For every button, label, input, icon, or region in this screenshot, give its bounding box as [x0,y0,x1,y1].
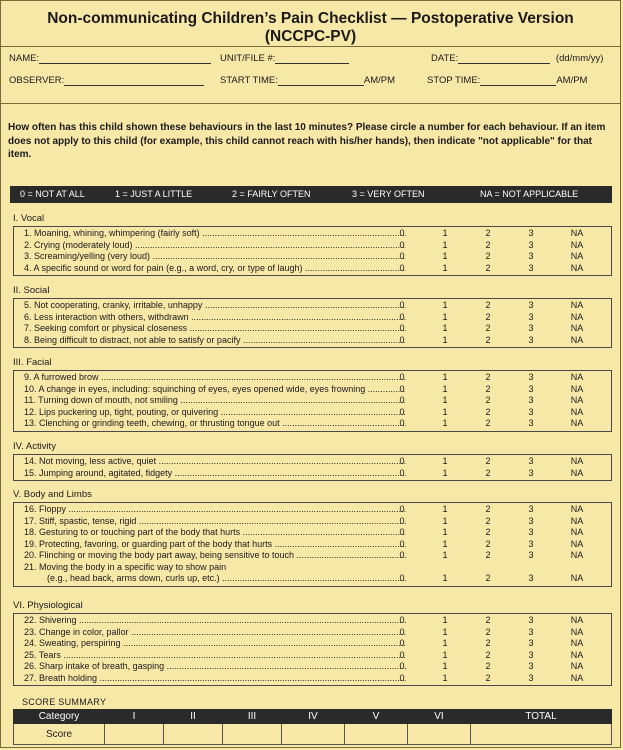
checklist-item [14,372,611,384]
section-box [13,613,612,686]
checklist-item [14,323,611,335]
score-option-2[interactable]: 2 [485,504,491,514]
score-cell-i[interactable] [105,724,164,745]
score-option-3[interactable]: 3 [528,638,534,648]
stop-ampm: AM/PM [556,75,588,86]
start-time-label: START TIME: [220,75,278,86]
score-option-3[interactable]: 3 [528,323,534,333]
score-option-2[interactable]: 2 [485,661,491,671]
section-box [13,298,612,348]
score-option-0[interactable]: 0 [399,395,405,405]
score-option-1[interactable]: 1 [442,638,448,648]
score-option-2[interactable]: 2 [485,372,491,382]
score-option-0[interactable]: 0 [399,661,405,671]
score-option-1[interactable]: 1 [442,626,448,637]
score-option-1[interactable]: 1 [442,615,448,625]
patient-info-form [1,47,620,104]
score-option-2[interactable]: 2 [485,228,491,238]
score-option-1[interactable]: 1 [442,515,448,526]
section-box [13,502,612,587]
score-option-3[interactable]: 3 [528,262,534,273]
item-label: 21. Moving the body in a specific way to show pain [24,561,227,572]
checklist-item [14,240,611,252]
legend-na: NA = NOT APPLICABLE [480,189,579,199]
score-option-1[interactable]: 1 [442,262,448,273]
date-input-line[interactable] [458,53,550,64]
score-option-1[interactable]: 1 [442,467,448,478]
item-label: 7. Seeking comfort or physical closeness ..... [24,323,406,335]
stop-time-input-line[interactable] [480,75,556,86]
checklist-item [14,335,611,347]
score-option-1[interactable]: 1 [442,311,448,322]
score-option-2[interactable]: 2 [485,649,491,660]
score-option-3[interactable]: 3 [528,467,534,478]
start-time-field[interactable] [220,75,395,86]
score-option-na[interactable]: NA [570,383,584,394]
summary-header-row [14,710,612,724]
score-summary-table [13,709,612,745]
score-option-na[interactable]: NA [570,504,584,514]
score-option-0[interactable]: 0 [399,626,405,637]
title-line-2: (NCCPC-PV) [264,28,357,45]
score-option-2[interactable]: 2 [485,515,491,526]
score-option-na[interactable]: NA [570,515,584,526]
score-option-0[interactable]: 0 [399,550,405,560]
item-label: 10. A change in eyes, including: squinching of eyes, eyes opened wide, eyes frowning ..... [24,384,406,396]
checklist-item [14,395,611,407]
score-option-1[interactable]: 1 [442,251,448,261]
item-label: 26. Sharp intake of breath, gasping ..... [24,661,406,673]
item-label: 12. Lips puckering up, tight, pouting, or quivering ..... [24,407,406,419]
score-cell-iv[interactable] [282,724,345,745]
score-option-3[interactable]: 3 [528,649,534,660]
score-option-na[interactable]: NA [570,573,584,583]
summary-header-total: TOTAL [471,710,612,724]
score-option-na[interactable]: NA [570,661,584,671]
item-label: 17. Stiff, spastic, tense, rigid ..... [24,516,406,528]
score-option-1[interactable]: 1 [442,672,448,683]
score-option-3[interactable]: 3 [528,239,534,250]
score-option-na[interactable]: NA [570,626,584,637]
score-cell-iii[interactable] [223,724,282,745]
score-option-3[interactable]: 3 [528,504,534,514]
checklist-item [14,418,611,430]
section-box [13,226,612,276]
start-ampm: AM/PM [363,75,396,86]
item-label: 22. Shivering ..... [24,615,406,627]
score-option-1[interactable]: 1 [442,334,448,345]
score-option-na[interactable]: NA [570,467,584,478]
score-option-0[interactable]: 0 [399,228,405,238]
score-option-na[interactable]: NA [570,251,584,261]
score-option-2[interactable]: 2 [485,395,491,405]
score-option-3[interactable]: 3 [528,527,534,537]
section-box [13,370,612,432]
score-option-1[interactable]: 1 [442,649,448,660]
score-option-0[interactable]: 0 [399,311,405,322]
score-option-1[interactable]: 1 [442,406,448,417]
score-option-3[interactable]: 3 [528,672,534,683]
score-option-0[interactable]: 0 [399,262,405,273]
score-option-3[interactable]: 3 [528,626,534,637]
summary-score-row [14,724,612,745]
item-label: 14. Not moving, less active, quiet ..... [24,456,406,468]
score-option-3[interactable]: 3 [528,418,534,428]
score-option-2[interactable]: 2 [485,323,491,333]
score-option-1[interactable]: 1 [442,661,448,671]
summary-header-iv: IV [282,710,345,724]
score-option-2[interactable]: 2 [485,251,491,261]
checklist-item [14,504,611,516]
score-option-2[interactable]: 2 [485,467,491,478]
checklist-item [14,562,611,574]
item-label: 13. Clenching or grinding teeth, chewing, or thrusting tongue out ..... [24,418,406,430]
score-option-3[interactable]: 3 [528,383,534,394]
legend-3: 3 = VERY OFTEN [352,189,425,199]
checklist-item [14,468,611,480]
summary-header-vi: VI [408,710,471,724]
checklist-item [14,615,611,627]
score-option-3[interactable]: 3 [528,372,534,382]
score-option-1[interactable]: 1 [442,456,448,466]
score-option-na[interactable]: NA [570,418,584,428]
score-option-2[interactable]: 2 [485,638,491,648]
score-option-1[interactable]: 1 [442,300,448,310]
section-title: II. Social [13,285,50,296]
score-option-na[interactable]: NA [570,615,584,625]
score-option-na[interactable]: NA [570,372,584,382]
section-title: IV. Activity [13,441,56,452]
score-option-0[interactable]: 0 [399,406,405,417]
unit-label: UNIT/FILE #: [220,53,276,64]
score-option-2[interactable]: 2 [485,672,491,683]
score-option-1[interactable]: 1 [442,323,448,333]
legend-1: 1 = JUST A LITTLE [115,189,193,199]
score-option-na[interactable]: NA [570,395,584,405]
checklist-item [14,550,611,562]
score-option-na[interactable]: NA [570,334,584,345]
score-option-na[interactable]: NA [570,649,584,660]
score-option-0[interactable]: 0 [399,515,405,526]
score-option-0[interactable]: 0 [399,239,405,250]
legend-0: 0 = NOT AT ALL [20,189,85,199]
score-option-2[interactable]: 2 [485,573,491,583]
score-option-2[interactable]: 2 [485,334,491,345]
score-option-0[interactable]: 0 [399,638,405,648]
score-option-1[interactable]: 1 [442,383,448,394]
score-option-1[interactable]: 1 [442,538,448,549]
score-option-0[interactable]: 0 [399,573,405,583]
observer-input-line[interactable] [64,75,204,86]
section-title: III. Facial [13,357,52,368]
checklist-item [14,456,611,468]
score-option-2[interactable]: 2 [485,311,491,322]
title-line-1: Non-communicating Children’s Pain Checklist — Postoperative Version [47,10,574,27]
score-option-3[interactable]: 3 [528,251,534,261]
item-label: 18. Gesturing to or touching part of the body that hurts ..... [24,527,406,539]
score-option-2[interactable]: 2 [485,615,491,625]
score-option-3[interactable]: 3 [528,228,534,238]
score-option-2[interactable]: 2 [485,538,491,549]
score-option-3[interactable]: 3 [528,395,534,405]
checklist-item [14,673,611,685]
score-option-3[interactable]: 3 [528,550,534,560]
score-option-1[interactable]: 1 [442,573,448,583]
summary-header-category: Category [14,710,105,724]
rating-legend [10,186,612,203]
score-option-2[interactable]: 2 [485,262,491,273]
checklist-item [14,516,611,528]
section-title: I. Vocal [13,213,45,224]
score-option-2[interactable]: 2 [485,418,491,428]
item-label: 3. Screaming/yelling (very loud) ..... [24,251,406,263]
score-option-na[interactable]: NA [570,311,584,322]
date-label: DATE: [431,53,459,64]
observer-label: OBSERVER: [9,75,65,86]
score-option-2[interactable]: 2 [485,383,491,394]
section-title: V. Body and Limbs [13,489,92,500]
score-option-1[interactable]: 1 [442,395,448,405]
checklist-item [14,251,611,263]
item-label: 5. Not cooperating, cranky, irritable, unhappy ..... [24,300,406,312]
score-option-na[interactable]: NA [570,323,584,333]
item-label: 20. Flinching or moving the body part away, being sensitive to touch ..... [24,550,406,562]
score-option-0[interactable]: 0 [399,467,405,478]
score-option-2[interactable]: 2 [485,626,491,637]
name-field[interactable] [9,53,211,64]
checklist-item [14,638,611,650]
date-field[interactable] [431,53,603,64]
score-option-0[interactable]: 0 [399,672,405,683]
score-option-na[interactable]: NA [570,228,584,238]
checklist-item [14,312,611,324]
score-option-0[interactable]: 0 [399,300,405,310]
item-label: 24. Sweating, perspiring ..... [24,638,406,650]
score-option-2[interactable]: 2 [485,550,491,560]
summary-score-label: Score [14,724,105,745]
score-option-1[interactable]: 1 [442,527,448,537]
item-label: 4. A specific sound or word for pain (e.g., a word, cry, or type of laugh) ..... [24,263,406,275]
date-format-label: (dd/mm/yy) [555,53,604,64]
score-option-0[interactable]: 0 [399,372,405,382]
summary-header-ii: II [164,710,223,724]
stop-time-field[interactable] [427,75,587,86]
score-option-3[interactable]: 3 [528,300,534,310]
summary-header-v: V [345,710,408,724]
score-option-na[interactable]: NA [570,538,584,549]
item-label: 15. Jumping around, agitated, fidgety ..... [24,468,406,480]
score-option-0[interactable]: 0 [399,615,405,625]
score-option-na[interactable]: NA [570,638,584,648]
score-option-2[interactable]: 2 [485,300,491,310]
item-label: 16. Floppy ..... [24,504,406,516]
item-label: 8. Being difficult to distract, not able to satisfy or pacify ..... [24,335,406,347]
score-option-1[interactable]: 1 [442,550,448,560]
item-label: 9. A furrowed brow ..... [24,372,406,384]
score-option-0[interactable]: 0 [399,418,405,428]
score-option-3[interactable]: 3 [528,406,534,417]
score-option-3[interactable]: 3 [528,615,534,625]
summary-header-iii: III [223,710,282,724]
score-option-3[interactable]: 3 [528,311,534,322]
item-label: 25. Tears ..... [24,650,406,662]
score-option-0[interactable]: 0 [399,527,405,537]
stop-time-label: STOP TIME: [427,75,481,86]
checklist-item [14,300,611,312]
checklist-item [14,627,611,639]
score-option-0[interactable]: 0 [399,323,405,333]
observer-field[interactable] [9,75,204,86]
checklist-item [14,407,611,419]
score-option-3[interactable]: 3 [528,573,534,583]
section-title: VI. Physiological [13,600,83,611]
score-option-na[interactable]: NA [570,550,584,560]
score-option-3[interactable]: 3 [528,334,534,345]
name-label: NAME: [9,53,40,64]
section-box [13,454,612,481]
score-cell-vi[interactable] [408,724,471,745]
score-option-2[interactable]: 2 [485,406,491,417]
score-option-1[interactable]: 1 [442,239,448,250]
score-option-na[interactable]: NA [570,527,584,537]
start-time-input-line[interactable] [278,75,364,86]
item-label: 23. Change in color, pallor ..... [24,627,406,639]
score-option-0[interactable]: 0 [399,538,405,549]
item-label-continuation: (e.g., head back, arms down, curls up, etc.) ..... [47,573,406,585]
checklist-item [14,661,611,673]
score-option-3[interactable]: 3 [528,538,534,549]
score-cell-v[interactable] [345,724,408,745]
score-option-1[interactable]: 1 [442,372,448,382]
checklist-item [14,527,611,539]
form-title [1,1,620,47]
item-label: 19. Protecting, favoring, or guarding part of the body that hurts ..... [24,539,406,551]
unit-input-line[interactable] [275,53,349,64]
score-option-3[interactable]: 3 [528,456,534,466]
checklist-item-continuation [14,573,611,585]
score-option-na[interactable]: NA [570,300,584,310]
score-option-1[interactable]: 1 [442,228,448,238]
score-option-0[interactable]: 0 [399,504,405,514]
score-option-2[interactable]: 2 [485,456,491,466]
score-cell-ii[interactable] [164,724,223,745]
name-input-line[interactable] [39,53,211,64]
score-option-0[interactable]: 0 [399,649,405,660]
summary-header-i: I [105,710,164,724]
item-label: 2. Crying (moderately loud) ..... [24,240,406,252]
unit-field[interactable] [220,53,349,64]
checklist-item [14,539,611,551]
checklist-item [14,650,611,662]
item-label: 1. Moaning, whining, whimpering (fairly soft) ..... [24,228,406,240]
legend-2: 2 = FAIRLY OFTEN [232,189,311,199]
checklist-item [14,228,611,240]
instructions-text: How often has this child shown these behaviours in the last 10 minutes? Please circle a number for each behaviour. If an item does not apply to this child (for example, this child cannot reach with his/her hands), then indicate "not applicable" for that item. [8,122,606,160]
score-option-1[interactable]: 1 [442,418,448,428]
checklist-item [14,384,611,396]
score-summary-label: SCORE SUMMARY [22,697,107,707]
score-option-0[interactable]: 0 [399,456,405,466]
score-option-1[interactable]: 1 [442,504,448,514]
score-option-2[interactable]: 2 [485,527,491,537]
score-option-na[interactable]: NA [570,456,584,466]
score-option-3[interactable]: 3 [528,661,534,671]
score-cell-total[interactable] [471,724,612,745]
score-option-0[interactable]: 0 [399,383,405,394]
score-option-na[interactable]: NA [570,262,584,273]
item-label: 27. Breath holding ..... [24,673,406,685]
checklist-item [14,263,611,275]
score-option-na[interactable]: NA [570,672,584,683]
score-option-0[interactable]: 0 [399,251,405,261]
item-label: 6. Less interaction with others, withdrawn ..... [24,312,406,324]
item-label: 11. Turning down of mouth, not smiling ..... [24,395,406,407]
score-option-3[interactable]: 3 [528,515,534,526]
score-option-na[interactable]: NA [570,406,584,417]
score-option-2[interactable]: 2 [485,239,491,250]
score-option-na[interactable]: NA [570,239,584,250]
score-option-0[interactable]: 0 [399,334,405,345]
